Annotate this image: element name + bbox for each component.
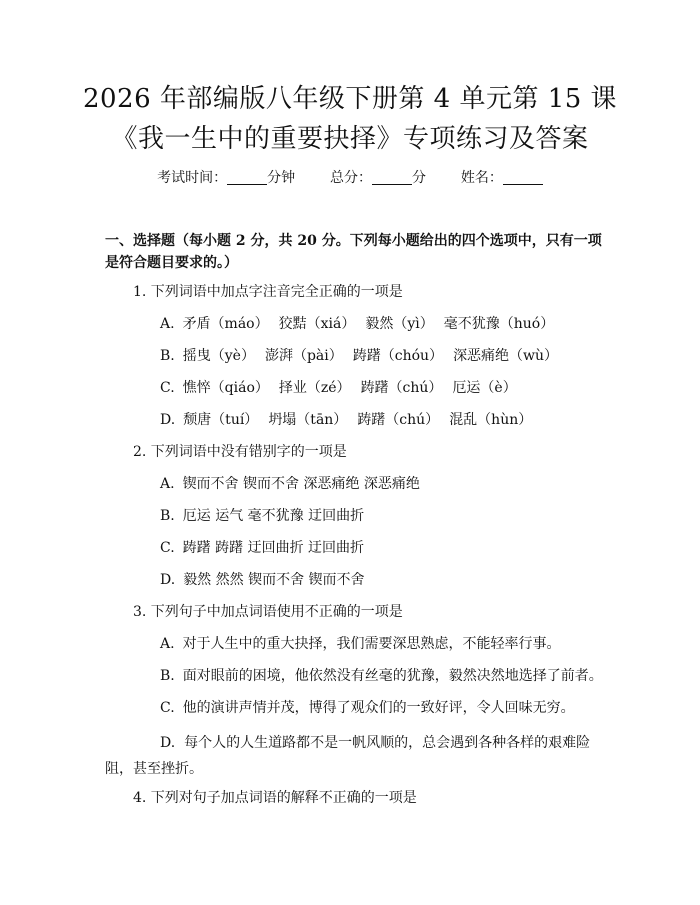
time-unit: 分钟 [267,170,296,186]
option-item: 厄运（è） [452,380,517,396]
option-row [160,538,374,558]
option-item: 面对眼前的困境，他依然没有丝毫的犹豫，毅然决然地选择了前者。 [182,668,603,684]
score-unit: 分 [412,170,426,186]
option-item: 毫不犹豫（huó） [443,316,555,332]
option-item: 踌躇（chú） [360,380,443,396]
name-blank [503,170,543,185]
option-label: A. [160,316,175,332]
option-item: 憔悴（qiáo） [182,380,269,396]
option-label: C. [160,700,175,716]
option-item: 狡黠（xiá） [278,316,356,332]
option-label: C. [160,540,175,556]
option-label: C. [160,380,175,396]
time-blank [227,170,267,185]
document-title-line-1: 2026 年部编版八年级下册第 4 单元第 15 课 [82,84,618,114]
option-item: 踌躇（chóu） [352,348,444,364]
option-row [160,570,375,590]
option-row [160,698,585,718]
option-item: 深恶痛绝（wù） [453,348,559,364]
option-item: 摇曳（yè） [182,348,255,364]
option-item: 踌躇（chú） [357,412,440,428]
option-item: 对于人生中的重大抉择，我们需要深思熟虑，不能轻率行事。 [182,636,561,652]
option-label: B. [160,508,175,524]
option-label: B. [160,348,175,364]
option-item: 他的演讲声情并茂，博得了观众们的一致好评，令人回味无穷。 [182,700,575,716]
question-stem: 1. 下列词语中加点字注音完全正确的一项是 [133,284,403,300]
option-item: 坍塌（tān） [268,412,348,428]
option-label: A. [160,476,175,492]
option-item: 择业（zé） [278,380,351,396]
option-row [160,410,542,430]
option-row [160,666,613,686]
option-item: 混乱（hùn） [449,412,533,428]
option-label: A. [160,636,175,652]
score-label: 总分： [330,170,372,186]
question-stem: 4. 下列对句子加点词语的解释不正确的一项是 [133,790,417,806]
question-stem: 3. 下列句子中加点词语使用不正确的一项是 [133,604,403,620]
option-label: D. [160,412,176,428]
option-label: D. [160,735,176,751]
score-blank [372,170,412,185]
option-row [160,634,571,654]
option-item: 每个人的人生道路都不是一帆风顺的，总会遇到各种各样的艰难险阻，甚至挫折。 [105,735,591,777]
option-row [160,506,374,526]
document-title-line-2: 《我一生中的重要抉择》专项练习及答案 [111,124,589,154]
question-stem: 2. 下列词语中没有错别字的一项是 [133,444,347,460]
name-label: 姓名： [460,170,503,186]
option-row [160,346,568,366]
option-item: 颓唐（tuí） [183,412,259,428]
option-item: 踌躇 踌躇 迂回曲折 迂回曲折 [182,540,365,556]
option-row [160,378,527,398]
option-item: 毅然（yì） [365,316,434,332]
option-row [160,474,430,494]
option-item: 锲而不舍 锲而不舍 深恶痛绝 深恶痛绝 [182,476,420,492]
time-label: 考试时间： [157,170,228,186]
option-item: 矛盾（máo） [182,316,269,332]
option-label: B. [160,668,175,684]
exam-info-line [0,168,700,188]
option-row [160,314,564,334]
option-item: 厄运 运气 毫不犹豫 迂回曲折 [182,508,365,524]
option-item: 澎湃（pài） [264,348,343,364]
option-item: 毅然 然然 锲而不舍 锲而不舍 [183,572,365,588]
option-label: D. [160,572,176,588]
section-heading: 一、选择题（每小题 2 分，共 20 分。下列每小题给出的四个选项中，只有一项是符合题目要求的。） [105,233,602,271]
option-row-wrapped [105,730,600,782]
